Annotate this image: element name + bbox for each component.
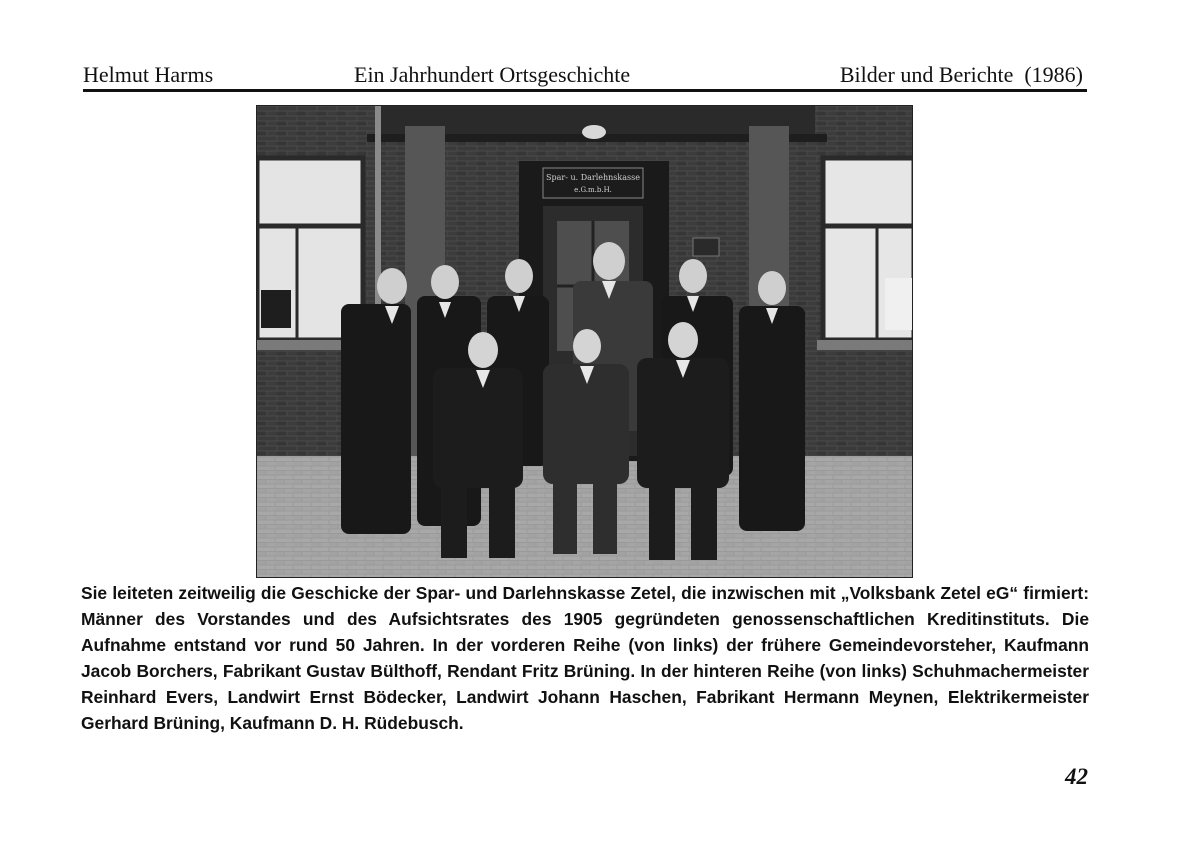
group-photograph — [256, 105, 913, 578]
page-header — [83, 58, 1087, 92]
entrance-sign-text: Spar- u. Darlehnskasse — [546, 173, 640, 182]
header-book-title: Ein Jahrhundert Ortsgeschichte — [354, 62, 631, 87]
photo-caption: Sie leiteten zeitweilig die Geschicke der Spar- und Darlehnskasse Zetel, die inzwischen mit „Volksbank Zetel eG“ firmiert: Männer des Vorstandes und des Aufsichtsrates des 1905 gegründeten genossenschaftlichen Kreditinstituts. Die Aufnahme entstand vor rund 50 Jahren. In der vorderen Reihe (von links) der frühere Gemeindevorsteher, Kaufmann Jacob Borchers, Fabrikant Gustav Bülthoff, Rendant Fritz Brüning. In der hinteren Reihe (von links) Schuhmachermeister Reinhard Evers, Landwirt Ernst Bödecker, Landwirt Johann Haschen, Fabrikant Hermann Meynen, Elektrikermeister Gerhard Brüning, Kaufmann D. H. Rüdebusch. — [81, 583, 1089, 733]
header-series — [840, 62, 1083, 88]
header-author: Helmut Harms — [83, 62, 214, 87]
header-series-label: Bilder und Berichte — [839, 62, 1014, 87]
entrance-sign-subtext: e.G.m.b.H. — [574, 186, 612, 194]
header-year: (1986) — [1024, 62, 1083, 87]
photo-illustration — [257, 106, 913, 578]
page-number: 42 — [1065, 764, 1088, 789]
